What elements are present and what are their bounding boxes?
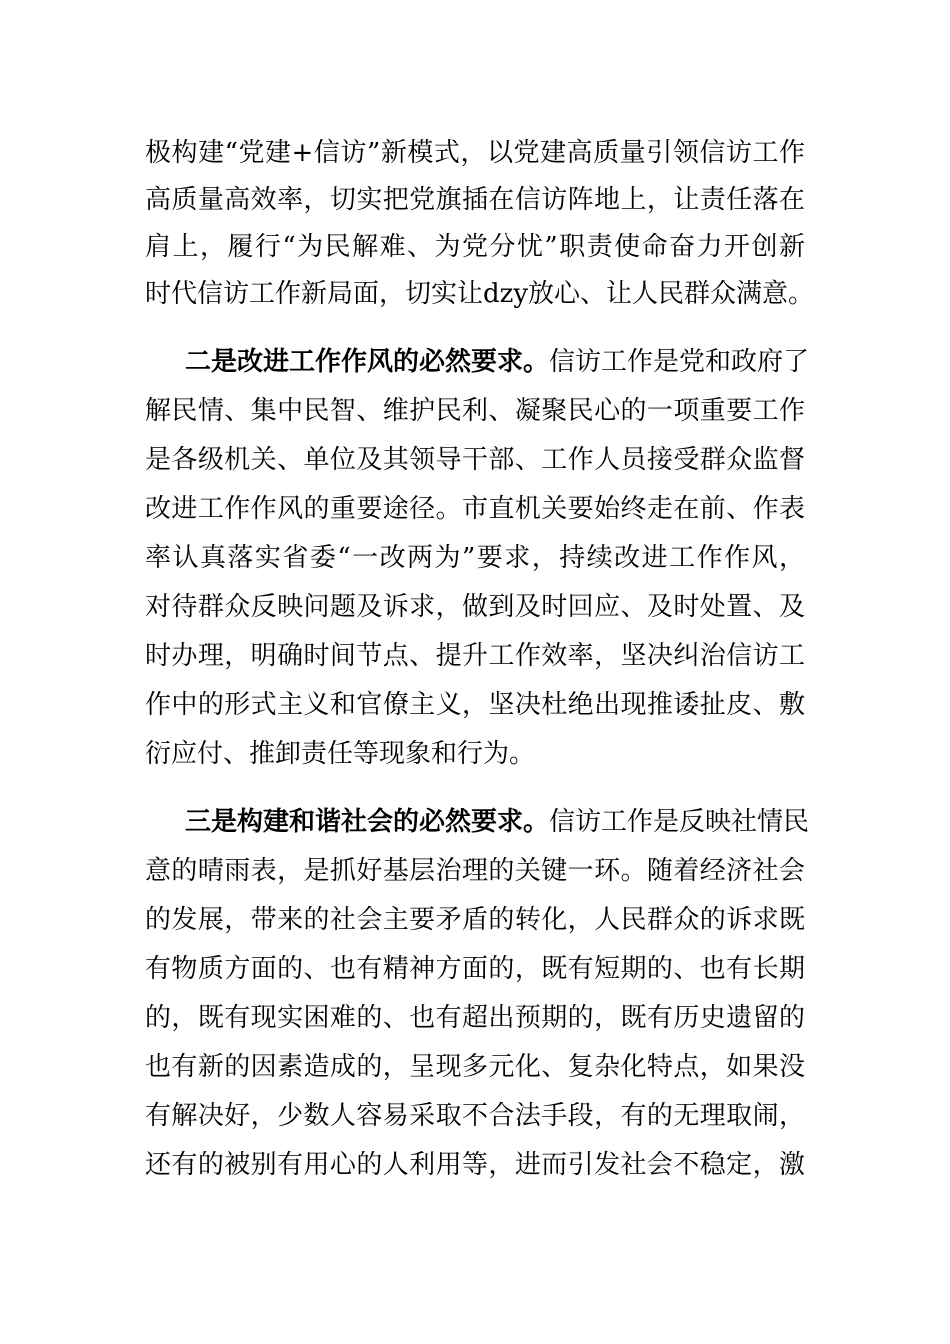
paragraph-line: 有解决好，少数人容易采取不合法手段，有的无理取闹，: [145, 1101, 805, 1131]
paragraph-heading: 三是构建和谐社会的必然要求。: [185, 807, 550, 837]
paragraph-line: 率认真落实省委“一改两为”要求，持续改进工作作风，: [145, 543, 805, 573]
paragraph-line: 改进工作作风的重要途径。市直机关要始终走在前、作表: [145, 494, 805, 524]
paragraph-line: 有物质方面的、也有精神方面的，既有短期的、也有长期: [145, 954, 805, 984]
paragraph-line: 也有新的因素造成的，呈现多元化、复杂化特点，如果没: [145, 1052, 805, 1082]
paragraph-text: 信访工作是反映社情民: [549, 807, 810, 837]
paragraph-first-line: [185, 342, 810, 382]
paragraph-line: 时办理，明确时间节点、提升工作效率，坚决纠治信访工: [145, 641, 805, 671]
paragraph-line: 的，既有现实困难的、也有超出预期的，既有历史遗留的: [145, 1003, 805, 1033]
paragraph-line: 意的晴雨表，是抓好基层治理的关键一环。随着经济社会: [145, 856, 805, 886]
paragraph-heading: 二是改进工作作风的必然要求。: [185, 347, 550, 377]
paragraph-line: 肩上，履行“为民解难、为党分忧”职责使命奋力开创新: [145, 232, 805, 262]
paragraph-text: 信访工作是党和政府了: [549, 347, 810, 377]
paragraph-line: 还有的被别有用心的人利用等，进而引发社会不稳定，激: [145, 1150, 805, 1180]
paragraph-line: 衍应付、推卸责任等现象和行为。: [145, 739, 536, 769]
paragraph-line: 极构建“党建+信访”新模式，以党建高质量引领信访工作: [145, 138, 805, 168]
paragraph-line: 对待群众反映问题及诉求，做到及时回应、及时处置、及: [145, 592, 805, 622]
paragraph-line: 解民情、集中民智、维护民利、凝聚民心的一项重要工作: [145, 396, 805, 426]
paragraph-line: 高质量高效率，切实把党旗插在信访阵地上，让责任落在: [145, 185, 805, 215]
paragraph-line: 时代信访工作新局面，切实让dzy放心、让人民群众满意。: [145, 279, 815, 309]
paragraph-line: 作中的形式主义和官僚主义，坚决杜绝出现推诿扯皮、敷: [145, 690, 805, 720]
paragraph-line: 的发展，带来的社会主要矛盾的转化，人民群众的诉求既: [145, 905, 805, 935]
paragraph-line: 是各级机关、单位及其领导干部、工作人员接受群众监督: [145, 445, 805, 475]
paragraph-first-line: [185, 802, 810, 842]
